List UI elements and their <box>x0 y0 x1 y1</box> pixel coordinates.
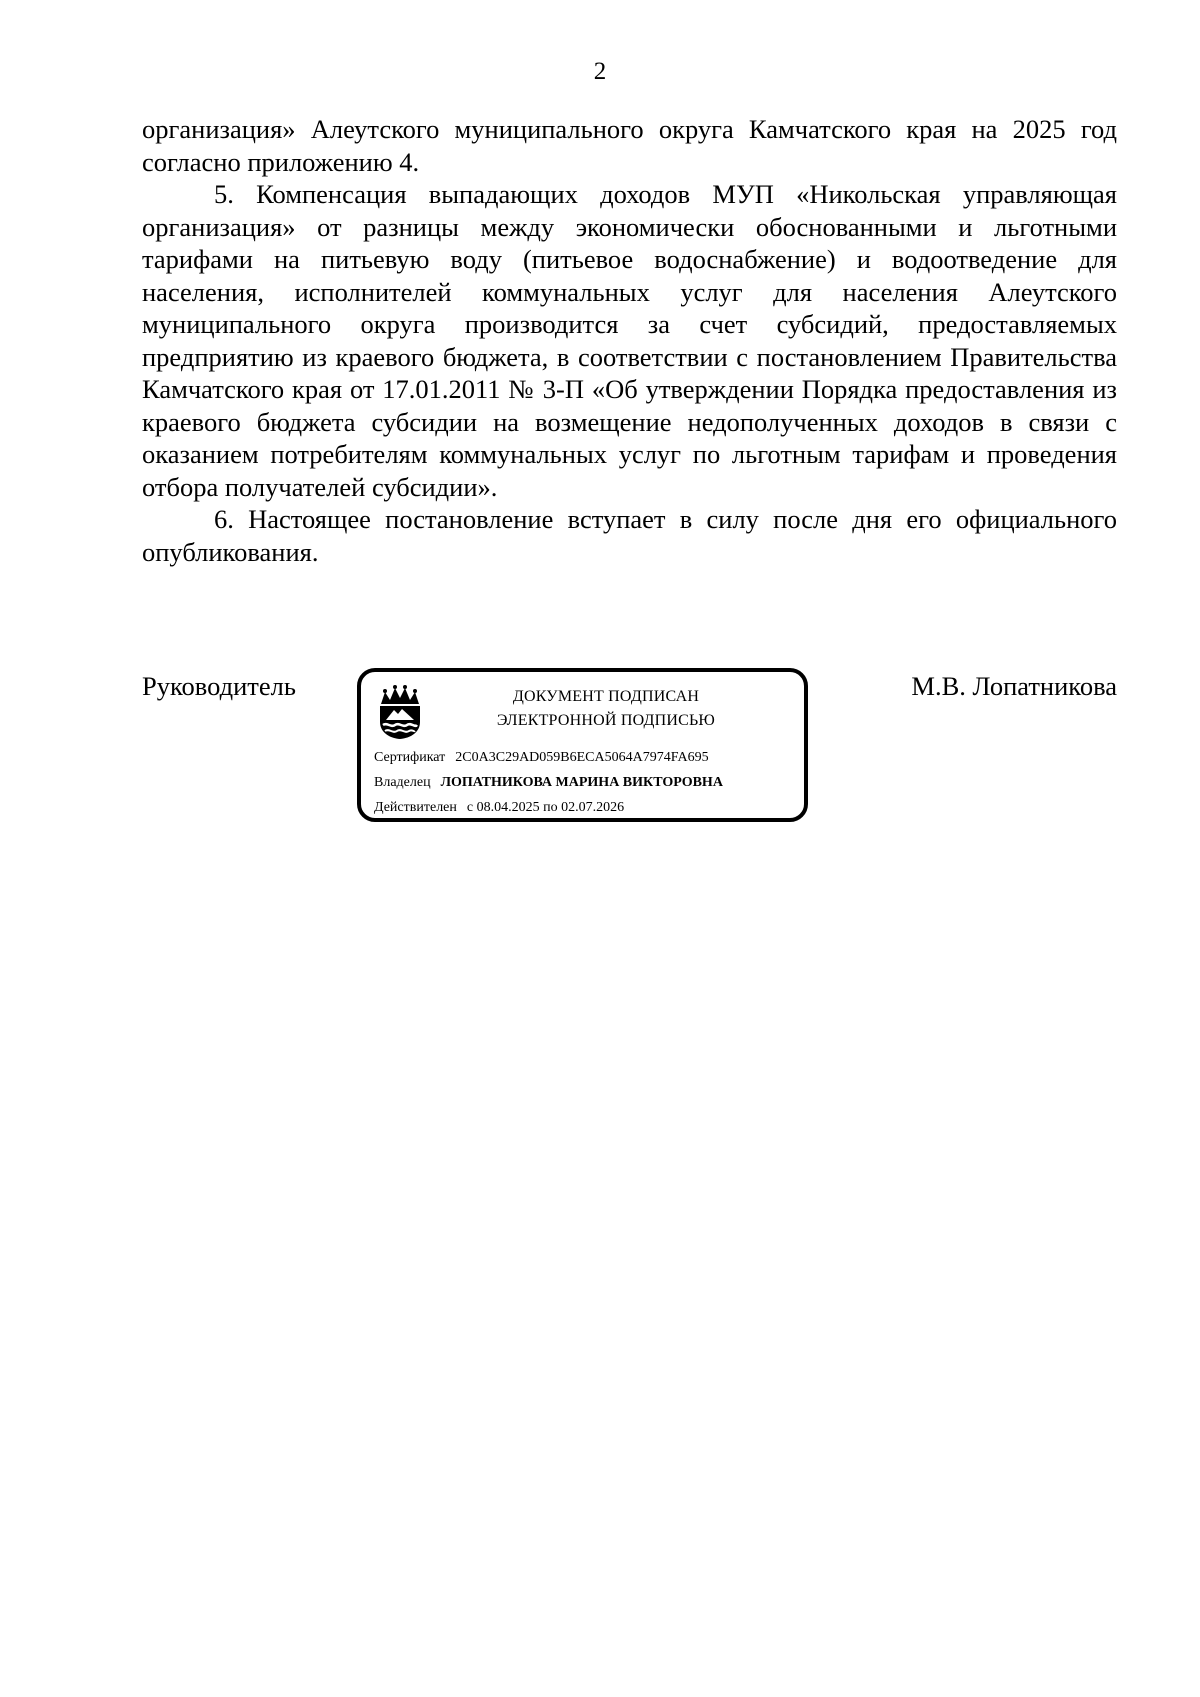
stamp-heading <box>481 685 731 733</box>
coat-of-arms-icon <box>377 684 423 740</box>
paragraph-item-6: 6. Настоящее постановление вступает в силу после дня его официального опубликования. <box>142 504 1117 567</box>
electronic-signature-stamp <box>357 668 808 822</box>
signer-name: М.В. Лопатникова <box>911 671 1117 701</box>
certificate-label: Сертификат <box>374 750 446 765</box>
owner-value: ЛОПАТНИКОВА МАРИНА ВИКТОРОВНА <box>440 775 723 790</box>
paragraph-continuation: организация» Алеутского муниципального округа Камчатского края на 2025 год согласно приложению 4. <box>142 114 1117 177</box>
stamp-valid-row <box>374 799 624 817</box>
owner-label: Владелец <box>374 775 431 790</box>
stamp-owner-row <box>374 774 723 792</box>
stamp-certificate-row <box>374 749 709 767</box>
signer-title: Руководитель <box>142 671 296 701</box>
page-number: 2 <box>593 58 607 85</box>
valid-value: с 08.04.2025 по 02.07.2026 <box>466 800 625 815</box>
document-body <box>142 113 1117 568</box>
valid-label: Действителен <box>374 800 457 815</box>
paragraph-item-5: 5. Компенсация выпадающих доходов МУП «Никольская управляющая организация» от разницы между экономически обоснованными и льготными тарифами на питьевую воду (питьевое водоснабжение) и водоотведение для населения, исполнителей коммунальных услуг для населения Алеутского муниципального округа производится за счет субсидий, предоставляемых предприятию из краевого бюджета, в соответствии с постановлением Правительства Камчатского края от 17.01.2011 № 3-П «Об утверждении Порядка предоставления из краевого бюджета субсидии на возмещение недополученных доходов в связи с оказанием потребителям коммунальных услуг по льготным тарифам и проведения отбора получателей субсидии». <box>142 179 1117 502</box>
stamp-heading-line-1: ДОКУМЕНТ ПОДПИСАН <box>512 688 700 705</box>
stamp-heading-line-2: ЭЛЕКТРОННОЙ ПОДПИСЬЮ <box>496 712 716 729</box>
certificate-value: 2C0A3C29AD059B6ECA5064A7974FA695 <box>455 750 709 765</box>
